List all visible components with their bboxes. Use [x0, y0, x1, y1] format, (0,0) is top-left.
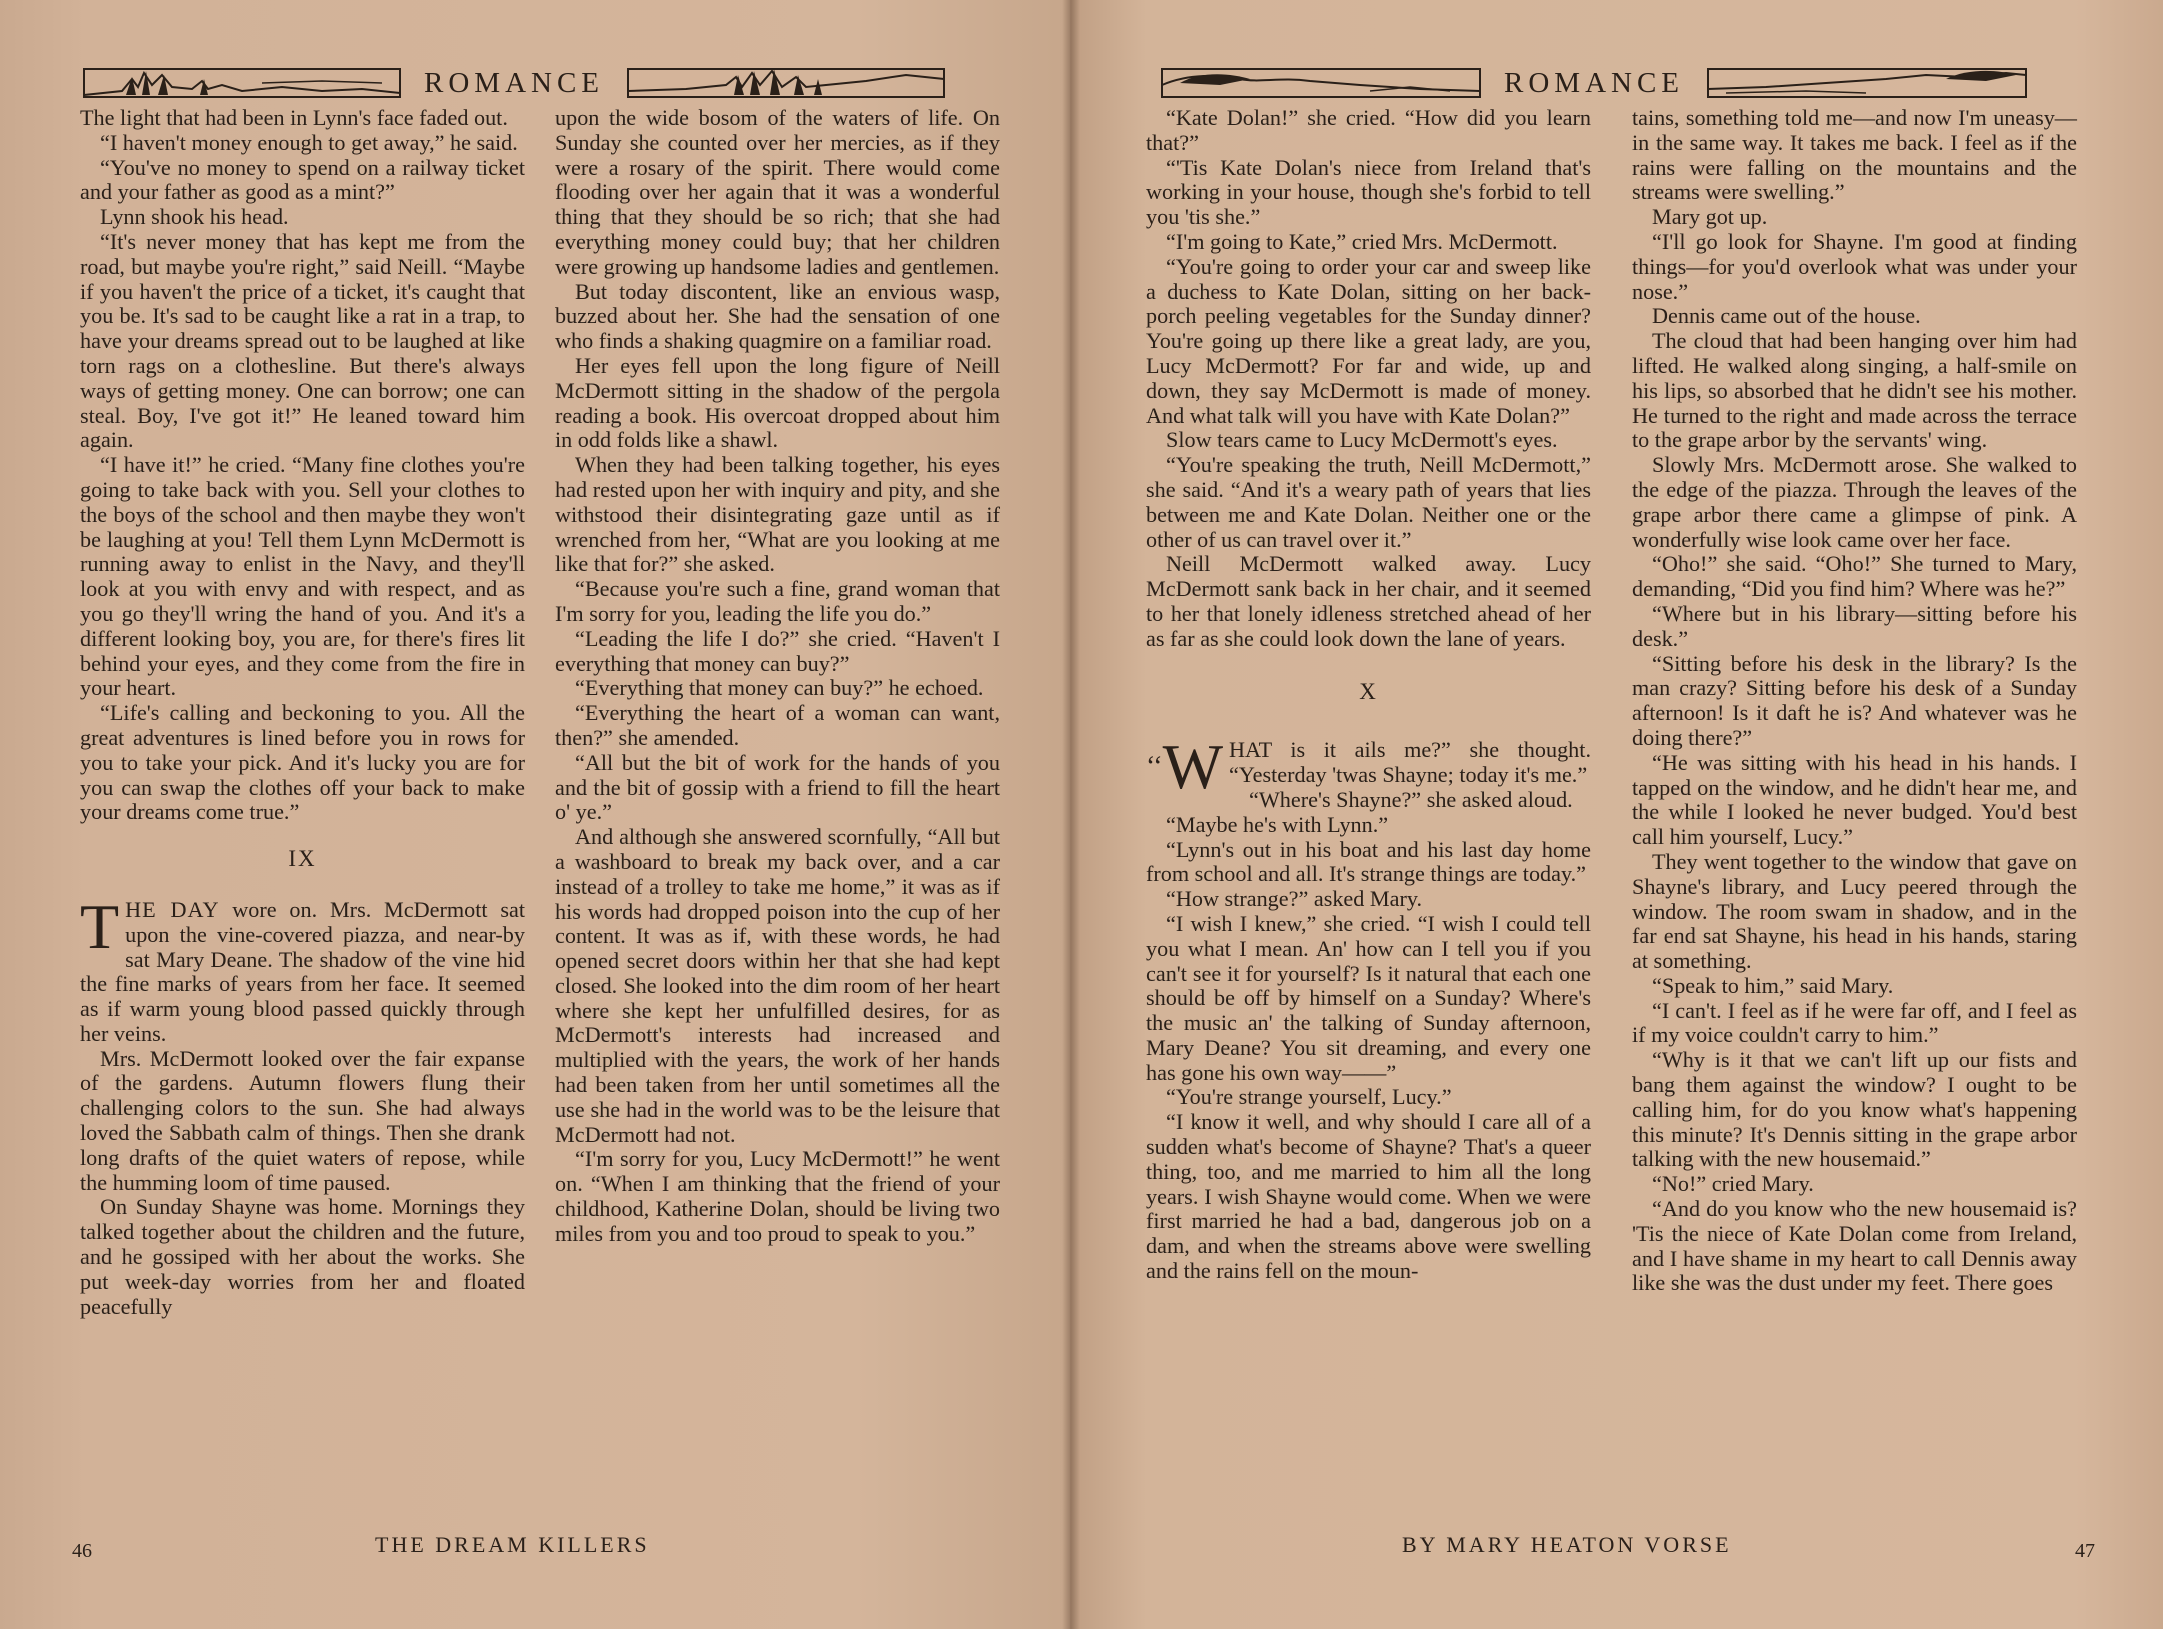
section-heading: X: [1359, 678, 1378, 704]
landscape-ornament-icon: [1706, 65, 2028, 101]
paragraph: “I have it!” he cried. “Many fine clothes you're going to take back with you. Sell your clothes to the boys of the school and then maybe they won't be laughing at you! Tell them Lynn McDermott is running away to enlist in the Navy, and they'll look at you with envy and with respect, and as you go they'll wring the hand of you. And it's a different looking boy, you are, for there's fires lit behind your eyes, and they come from the fire in your heart.: [80, 452, 525, 701]
footer-title: THE DREAM KILLERS: [375, 1532, 650, 1557]
paragraph: “You've no money to spend on a railway ticket and your father as good as a mint?”: [80, 154, 525, 205]
paragraph: The light that had been in Lynn's face faded out.: [80, 105, 508, 130]
footer-author: BY MARY HEATON VORSE: [1402, 1532, 1732, 1557]
paragraph: “You're going to order your car and sweep like a duchess to Kate Dolan, sitting on her back-porch peeling vegetables for the Sunday dinner? You're going up there like a great lady, are you, Lucy McDermott? For far and wide, up and down, they say McDermott is made of money. And what talk will you have with Kate Dolan?”: [1146, 253, 1591, 428]
drop-cap: [1146, 731, 1223, 803]
page-number: 46: [72, 1540, 92, 1562]
landscape-ornament-icon: [626, 65, 946, 101]
paragraph: “And do you know who the new housemaid is? 'Tis the niece of Kate Dolan come from Ireland, and I have shame in my heart to call Dennis away like she was the dust under my feet. There goes: [1632, 1196, 2077, 1296]
paragraph: “I can't. I feel as if he were far off, and I feel as if my voice couldn't carry to him.”: [1632, 997, 2077, 1048]
book-gutter: [1062, 0, 1080, 1629]
drop-cap-quote: ‘‘: [1146, 751, 1163, 783]
paragraph: “I haven't money enough to get away,” he said.: [100, 129, 518, 155]
paragraph: And although she answered scornfully, “All but a washboard to break my back over, and a car instead of a trolley to take me home,” it was as if his words had dropped poison into the cup of her content. It was as if, with these words, he had opened secret doors within her that she had kept closed. She looked into the dim room of her heart where she kept her unfulfilled desires, for as McDermott's interests had increased and multiplied with the years, the work of her hands had been taken from her until sometimes all the use she had in the world was to be the leisure that McDermott had not.: [555, 824, 1000, 1147]
paragraph: Slowly Mrs. McDermott arose. She walked to the edge of the piazza. Through the leaves of the grape arbor there came a glimpse of pink. A wonderfully wise look came over her face.: [1632, 452, 2077, 552]
paragraph: Mrs. McDermott looked over the fair expanse of the gardens. Autumn flowers flung their challenging colors to the sun. She had always loved the Sabbath calm of things. Then she drank long drafts of the quiet waters of repose, while the humming loom of time paused.: [80, 1045, 525, 1195]
paragraph: “He was sitting with his head in his hands. I tapped on the window, and he didn't hear me, and the while I looked he never budged. You'd best call him yourself, Lucy.”: [1632, 749, 2077, 850]
paragraph: The cloud that had been hanging over him had lifted. He walked along singing, a half-smile on his lips, so absorbed that he didn't see his mother. He turned to the right and made across the terrace to the grape arbor by the servants' wing.: [1632, 328, 2077, 453]
paragraph-text: HAT is it ails me?” she thought. “Yesterday 'twas Shayne; today it's me.”: [1228, 737, 1591, 788]
paragraph: “Sitting before his desk in the library? Is the man crazy? Sitting before his desk of a Sunday afternoon! Is it daft he is? And whatever was he doing there?”: [1632, 650, 2077, 750]
running-head-title: ROMANCE: [424, 66, 605, 99]
running-head-title: ROMANCE: [1504, 66, 1685, 99]
paragraph: On Sunday Shayne was home. Mornings they talked together about the children and the future, and he gossiped with her about the works. She put week-day worries from her and floated peacefully: [80, 1194, 525, 1319]
paragraph: “I'm sorry for you, Lucy McDermott!” he went on. “When I am thinking that the friend of your childhood, Katherine Dolan, should be living two miles from you and too proud to speak to you.”: [555, 1146, 1000, 1246]
drop-cap-letter: W: [1162, 731, 1223, 803]
paragraph: “Speak to him,” said Mary.: [1652, 972, 1894, 998]
right-running-header: [1160, 62, 2028, 104]
left-column-1: [80, 106, 525, 1319]
paragraph: “I'll go look for Shayne. I'm good at finding things—for you'd overlook what was under your nose.”: [1632, 228, 2077, 304]
paragraph-text: wore on. Mrs. McDermott sat upon the vine-covered piazza, and near-by sat Mary Deane. The shadow of the vine hid the fine marks of years from her face. It seemed as if warm young blood passed quickly through her veins.: [80, 896, 525, 1046]
left-running-header: [82, 62, 946, 104]
landscape-ornament-icon: [1160, 65, 1482, 101]
paragraph: “I wish I knew,” she cried. “I wish I could tell you what I mean. An' how can I tell you if you can't see it for yourself? Is it natural that each one should be off by himself on a Sunday? Where's the music an' the talking of Sunday afternoon, Mary Deane? You sit dreaming, and every one has gone his own way——”: [1146, 910, 1591, 1085]
paragraph: “I know it well, and why should I care all of a sudden what's become of Shayne? That's a queer thing, too, and me married to him all the long years. I wish Shayne would come. When we were first married he had a bad, dangerous job on a dam, and when the streams above were swelling and the rains fell on the moun-: [1146, 1109, 1591, 1284]
paragraph: “It's never money that has kept me from the road, but maybe you're right,” said Neill. “Maybe if you haven't the price of a ticket, it's caught that you be. It's sad to be caught like a rat in a trap, to have your dreams spread out to be laughed at like torn rags on a clothesline. But there's always ways of getting money. One can borrow; one can steal. Boy, I've got it!” He leaned toward him again.: [80, 228, 525, 453]
paragraph: “You're strange yourself, Lucy.”: [1166, 1084, 1452, 1110]
paragraph: Her eyes fell upon the long figure of Neill McDermott sitting in the shadow of the pergola reading a book. His overcoat dropped about him in odd folds like a shawl.: [555, 352, 1000, 453]
paragraph: “'Tis Kate Dolan's niece from Ireland that's working in your house, though she's forbid to tell you 'tis she.”: [1146, 154, 1591, 230]
page-number: 47: [2075, 1540, 2095, 1562]
paragraph: “Lynn's out in his boat and his last day home from school and all. It's strange things are today.”: [1146, 836, 1591, 887]
paragraph: “Life's calling and beckoning to you. All the great adventures is lined before you in rows for you to take your pick. And it's lucky you are for you can swap the clothes off your back to make your dreams come true.”: [80, 700, 525, 825]
landscape-ornament-icon: [82, 65, 402, 101]
paragraph: Neill McDermott walked away. Lucy McDermott sank back in her chair, and it seemed to her that lonely idleness stretched ahead of her as far as she could look down the lane of years.: [1146, 551, 1591, 651]
paragraph: When they had been talking together, his eyes had rested upon her with inquiry and pity, and she withstood their disintegrating gaze until as if wrenched from her, “What are you looking at me like that for?” she asked.: [555, 452, 1000, 577]
paragraph: “Maybe he's with Lynn.”: [1166, 811, 1389, 837]
paragraph: “All but the bit of work for the hands of you and the bit of gossip with a friend to fill the heart o' ye.”: [555, 749, 1000, 825]
paragraph: “You're speaking the truth, Neill McDermott,” she said. “And it's a weary path of years that lies between me and Kate Dolan. Neither one or the other of us can travel over it.”: [1146, 452, 1591, 552]
paragraph: “Leading the life I do?” she cried. “Haven't I everything that money can buy?”: [555, 625, 1000, 676]
left-column-2: [555, 106, 1000, 1247]
section-heading: IX: [288, 846, 317, 872]
paragraph: “Oho!” she said. “Oho!” She turned to Mary, demanding, “Did you find him? Where was he?”: [1632, 551, 2077, 602]
paragraph: They went together to the window that gave on Shayne's library, and Lucy peered through the window. The room swam in shadow, and in the far end sat Shayne, his head in his hands, staring at something.: [1632, 848, 2077, 974]
paragraph: “No!” cried Mary.: [1652, 1171, 1814, 1197]
left-page: [0, 0, 1070, 1629]
paragraph: upon the wide bosom of the waters of life. On Sunday she counted over her mercies, as if they were a rosary of the spirit. There would come flooding over her again that it was a wonderful thing that they should be so rich; that she had everything money could buy; that her children were growing up handsome ladies and gentlemen.: [555, 105, 1000, 279]
paragraph: “I'm going to Kate,” cried Mrs. McDermott.: [1166, 228, 1558, 254]
paragraph: “Kate Dolan!” she cried. “How did you learn that?”: [1146, 105, 1591, 155]
paragraph: “How strange?” asked Mary.: [1166, 886, 1423, 912]
drop-cap: T: [80, 890, 120, 962]
paragraph: “Because you're such a fine, grand woman that I'm sorry for you, leading the life you do.”: [555, 576, 1000, 626]
paragraph: “Where's Shayne?” she asked aloud.: [1248, 786, 1573, 812]
paragraph: Slow tears came to Lucy McDermott's eyes.: [1166, 427, 1558, 453]
lead-in: HE DAY: [125, 896, 220, 922]
right-page: [1070, 0, 2163, 1629]
paragraph: Lynn shook his head.: [100, 204, 289, 230]
paragraph: “Why is it that we can't lift up our fists and bang them against the window? I ought to be calling him, for do you know what's happening this minute? It's Dennis sitting in the grape arbor talking with the new housemaid.”: [1632, 1047, 2077, 1172]
paragraph: “Everything the heart of a woman can want, then?” she amended.: [555, 700, 1000, 750]
paragraph: Mary got up.: [1652, 204, 1768, 230]
paragraph: But today discontent, like an envious wasp, buzzed about her. She had the sensation of one who finds a shaking quagmire on a familiar road.: [555, 278, 1000, 354]
paragraph: tains, something told me—and now I'm uneasy—in the same way. It takes me back. I feel as if the rains were falling on the mountains and the streams were swelling.”: [1632, 105, 2077, 205]
paragraph: [80, 890, 525, 1047]
right-column-1: [1146, 106, 1591, 1284]
paragraph: “Where but in his library—sitting before his desk.”: [1632, 600, 2077, 651]
right-column-2: [1632, 106, 2077, 1296]
paragraph: Dennis came out of the house.: [1652, 303, 1921, 329]
paragraph: “Everything that money can buy?” he echoed.: [575, 675, 984, 701]
